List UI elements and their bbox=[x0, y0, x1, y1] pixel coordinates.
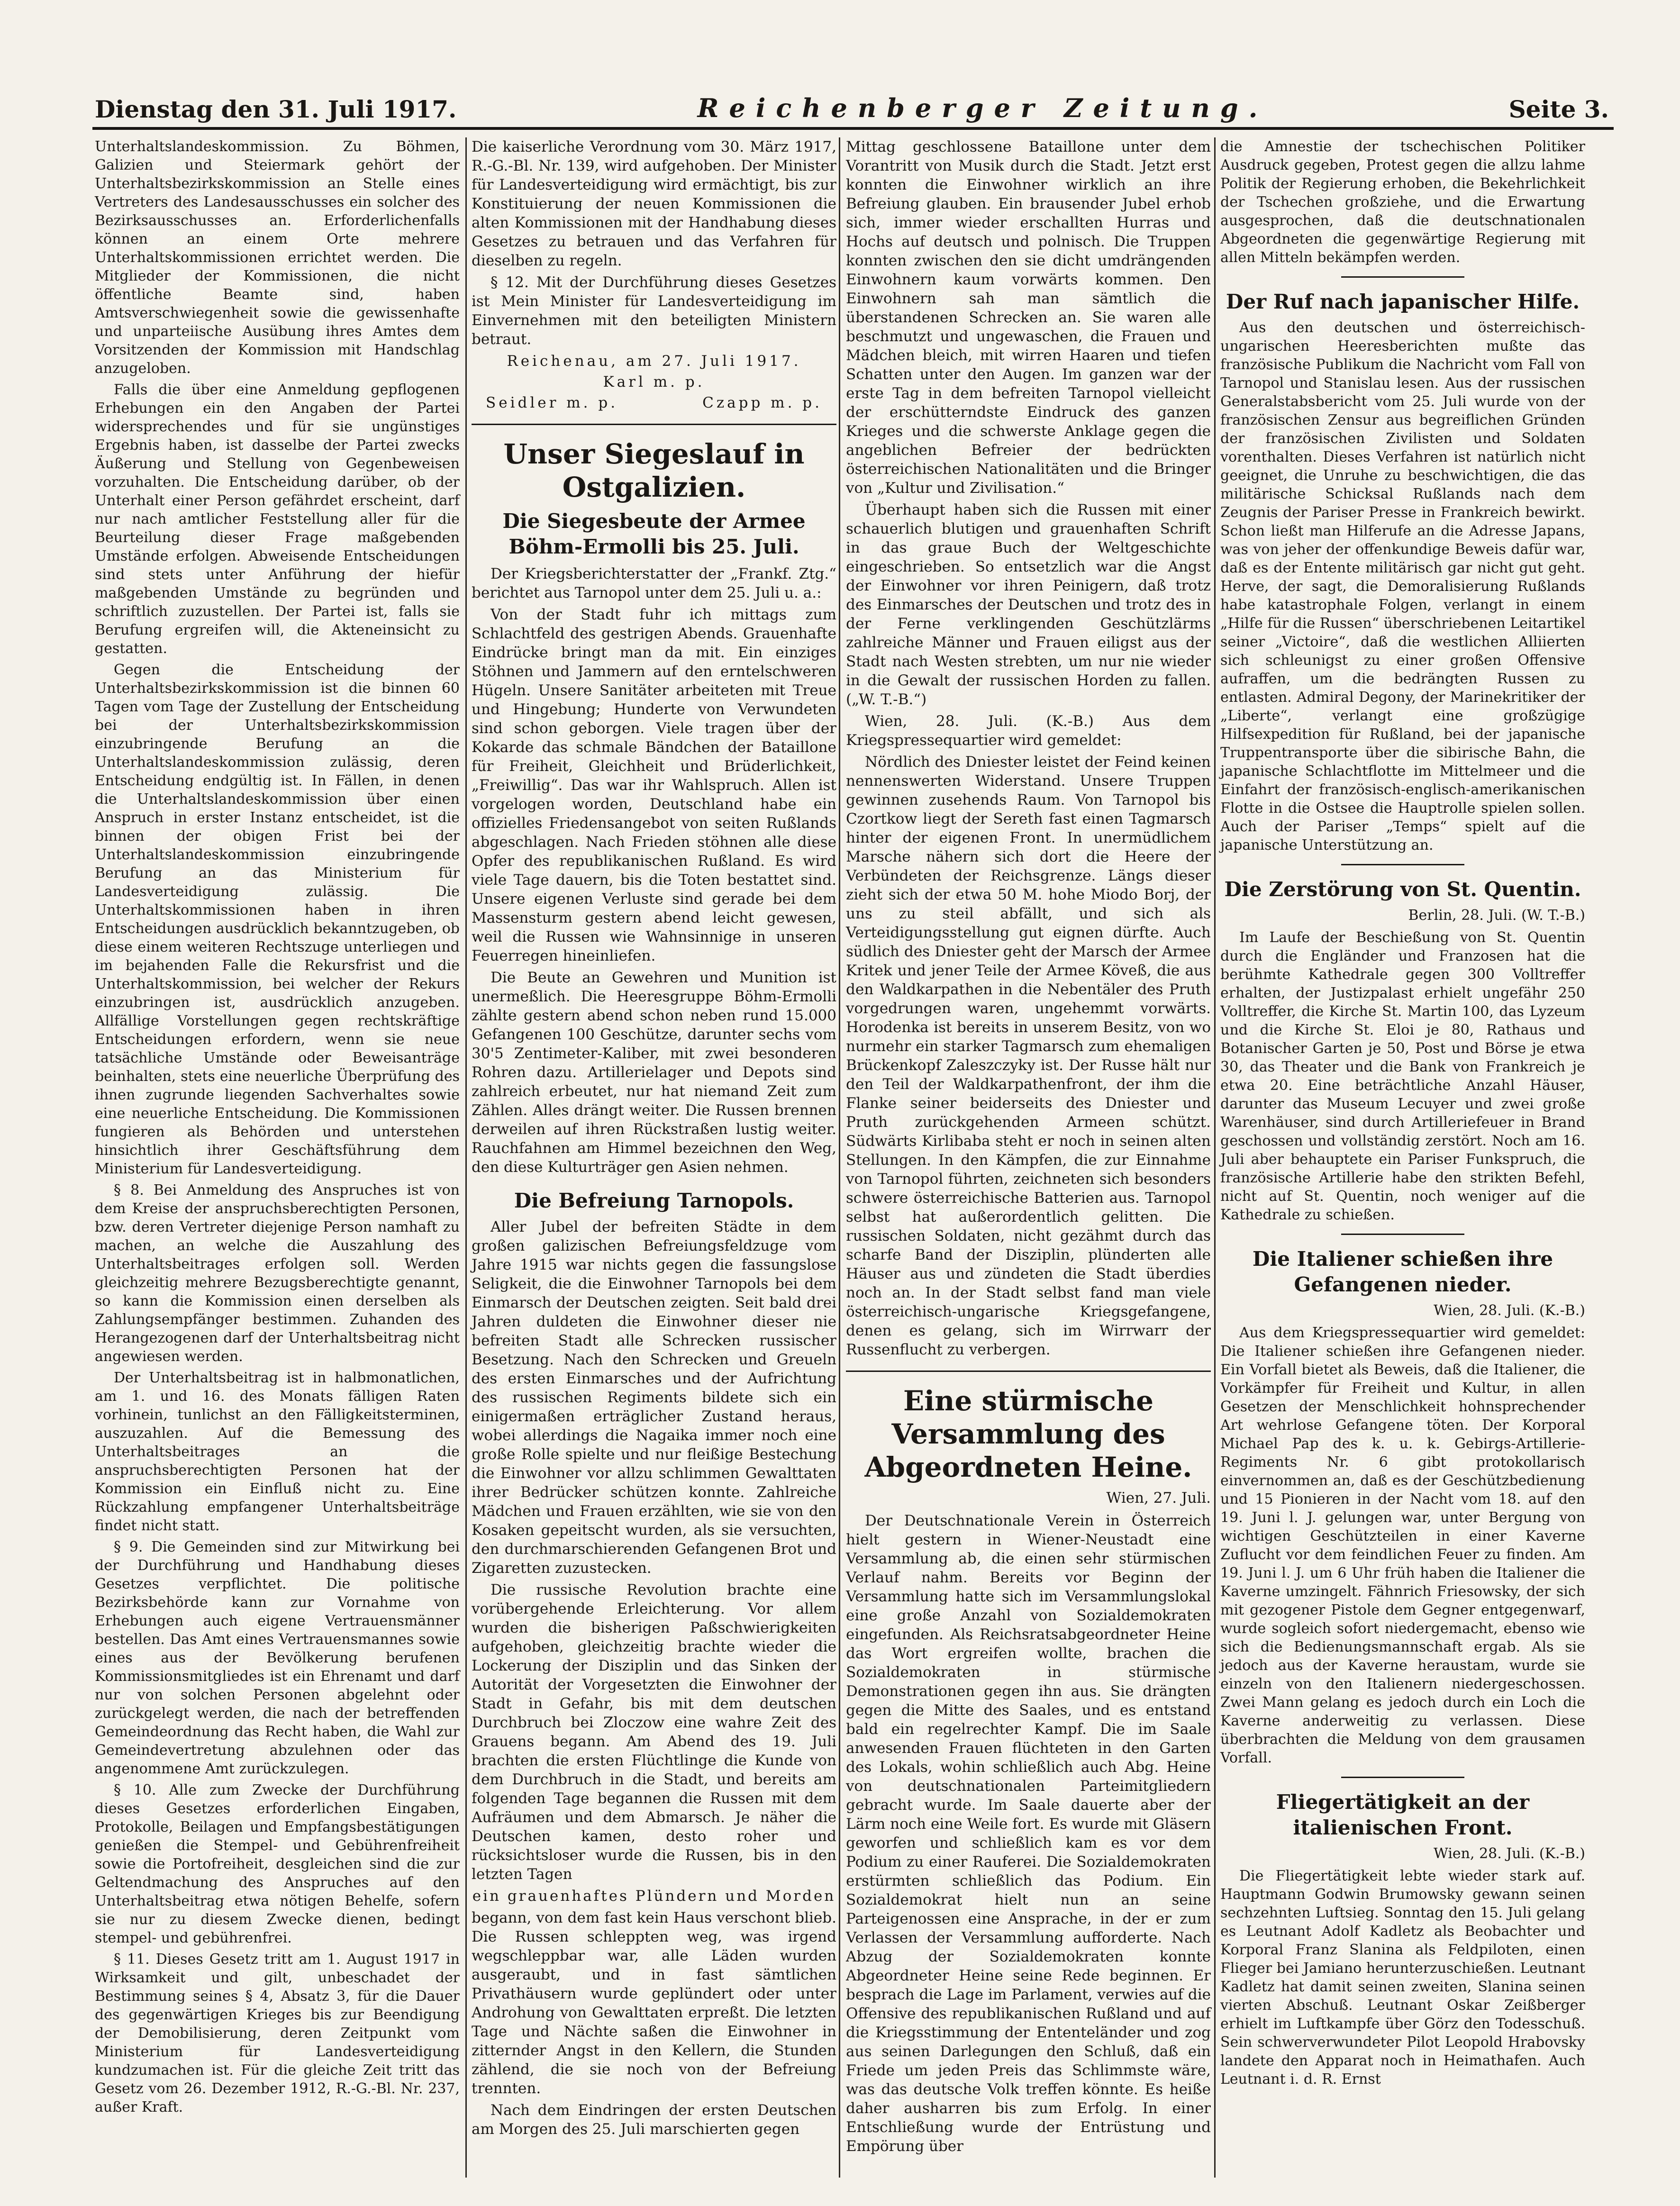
paragraph: Die Beute an Gewehren und Munition ist unermeßlich. Die Heeresgruppe Böhm-Ermolli zählte gestern abend schon neben rund 15.000 Gefangenen 100 Geschütze, darunter sechs vom 30'5 Zentimeter-Kaliber, mit zwei besonderen Rohren dazu. Artillerielager und Depots sind zahlreich erbeutet, nur hat niemand Zeit zum Zählen. Alles drängt weiter. Die Russen brennen derweilen auf ihren Rückstraßen lustig weiter. Rauchfahnen am Himmel bezeichnen den Weg, den diese Kulturträger gen Asien nehmen. bbox=[472, 969, 836, 1176]
paragraph: Die russische Revolution brachte eine vorübergehende Erleichterung. Vor allem wurden die bisherigen Paßschwierigkeiten aufgehoben, gleichzeitig brachte wieder die Lockerung der Disziplin und das Sinken der Autorität der Vorgesetzten die Einwohner der Stadt in Gefahr, bis mit dem deutschen Durchbruch bei Zloczow eine wahre Zeit des Grauens begann. Am Abend des 19. Juli brachten die ersten Flüchtlinge die Kunde von dem Durchbruch in die Stadt, und bereits am folgenden Tage begannen die Russen mit dem Aufräumen und dem Abmarsch. Je näher die Deutschen kamen, desto roher und rücksichtsloser wurde die Russen, bis in den letzten Tagen bbox=[472, 1581, 836, 1883]
paragraph: die Amnestie der tschechischen Politiker Ausdruck gegeben, Protest gegen die allzu lahme Politik der Regierung erhoben, die Bekehrlichkeit der Tschechen großziehe, und die Erwartung ausgesprochen, daß die deutschnationalen Abgeordneten die gegenwärtige Regierung mit allen Mitteln bekämpfen werden. bbox=[1220, 138, 1585, 266]
paragraph: Nach dem Eindringen der ersten Deutschen am Morgen des 25. Juli marschierten gegen bbox=[472, 2102, 836, 2138]
article-headline: Eine stürmische Versammlung des Abgeordneten Heine. bbox=[864, 1385, 1192, 1483]
signature-row bbox=[472, 393, 836, 412]
dateline: Wien, 27. Juli. bbox=[1106, 1489, 1211, 1507]
paragraph: Von der Stadt fuhr ich mittags zum Schlachtfeld des gestrigen Abends. Grauenhafte Eindrücke bringt man da mit. Ein einziges Stöhnen und Jammern auf den erntelschweren Hügeln. Unsere Sanitäter arbeiteten mit Treue und Hingebung; Hunderte von Verwundeten sind schon geborgen. Viele tragen über der Kokarde das schmale Bändchen der Bataillone für Freiheit, Gleichheit und Brüderlichkeit, „Freiwillig“. Das war ihr Wahlspruch. Allen ist vorgelogen worden, Deutschland habe ein offizielles Friedensangebot von seiten Rußlands abgeschlagen. Nach Frieden stöhnen alle diese Opfer des republikanischen Rußland. Es wird viele Tage dauern, bis die Toten bestattet sind. Unsere eigenen Verluste sind gerade bei dem Massensturm gestern abend leicht gewesen, weil die Russen wie Wahnsinnige in unseren Feuerregen hineinliefen. bbox=[472, 606, 836, 964]
article-headline: Unser Siegeslauf in Ostgalizien. bbox=[503, 438, 805, 503]
header-rule bbox=[92, 127, 1614, 130]
column-4 bbox=[1220, 137, 1585, 2091]
signature-minister: Czapp m. p. bbox=[702, 394, 822, 411]
paragraph: Die kaiserliche Verordnung vom 30. März 1917, R.-G.-Bl. Nr. 139, wird aufgehoben. Der Minister für Landesverteidigung wird ermächtigt, bis zur Konstituierung der neuen Kommissionen die alten Kommissionen mit der Handhabung dieses Gesetzes zu betrauen und das Verfahren für dieselben zu regeln. bbox=[472, 138, 836, 269]
paragraph: Gegen die Entscheidung der Unterhaltsbezirkskommission ist die binnen 60 Tagen vom Tage der Zustellung der Entscheidung bei der Unterhaltsbezirkskommission einzubringende Berufung an die Unterhaltslandeskommission zulässig, deren Entscheidung endgültig ist. In Fällen, in denen die Unterhaltslandeskommission über einen Anspruch in erster Instanz entscheidet, ist die binnen der obigen Frist bei der Unterhaltslandeskommission einzubringende Berufung an das Ministerium für Landesverteidigung zulässig. Die Unterhaltskommissionen haben in ihren Entscheidungen ausdrücklich bekanntzugeben, ob diese einem weiteren Rechtszuge unterliegen und im bejahenden Falle die Rekursfrist und die Unterhaltskommission, bei welcher der Rekurs einzubringen ist, ausdrücklich anzugeben. Allfällige Vorstellungen gegen rechtskräftige Entscheidungen erfordern, wenn sie neue tatsächliche Umstände oder Beweisanträge beinhalten, stets eine neuerliche Überprüfung des ihnen zugrunde liegenden Sachverhaltes sowie eine neuerliche Entscheidung. Die Kommissionen fungieren als Behörden und unterstehen hinsichtlich ihrer Geschäftsführung dem Ministerium für Landesverteidigung. bbox=[95, 662, 460, 1177]
column-2 bbox=[472, 137, 836, 2142]
paragraph: Im Laufe der Beschießung von St. Quentin durch die Engländer und Franzosen hat die berühmte Kathedrale gegen 300 Volltreffer erhalten, der Justizpalast erhielt ungefähr 250 Volltreffer, die Kirche St. Martin 100, das Lyzeum und die Kirche St. Eloi je 80, Rathaus und Botanischer Garten je 50, Post und Börse je etwa 30, das Theater und die Bank von Frankreich je etwa 20. Eine beträchtliche Anzahl Häuser, darunter das Museum Lecuyer und zwei große Warenhäuser, sind durch Artilleriefeuer in Brand geschossen und vollständig zerstört. Noch am 16. Juli aber behauptete ein Pariser Funkspruch, die französische Artillerie habe den strikten Befehl, nicht auf St. Quentin, noch weniger auf die Kathedrale zu schießen. bbox=[1220, 929, 1585, 1223]
page-number: Seite 3. bbox=[1508, 95, 1609, 123]
paragraph: begann, von dem fast kein Haus verschont blieb. Die Russen schleppten weg, was irgend wegschleppbar war, alle Läden wurden ausgeraubt, und in fast sämtlichen Privathäusern wurde geplündert oder unter Androhung von Gewalttaten erpreßt. Die letzten Tage und Nächte saßen die Einwohner in zitternder Angst in den Kellern, die Stunden zählend, die sie noch von der Befreiung trennten. bbox=[472, 1909, 836, 2097]
separator bbox=[1341, 864, 1464, 865]
paragraph: Die Fliegertätigkeit lebte wieder stark auf. Hauptmann Godwin Brumowsky gewann seinen sechzehnten Luftsieg. Sonntag den 15. Juli gelang es Leutnant Adolf Kadletz als Beobachter und Korporal Franz Slanina als Feldpiloten, einen Flieger bei Jamiano herunterzuschießen. Leutnant Kadletz hat damit seinen zweiten, Slanina seinen vierten Abschuß. Leutnant Oskar Zeißberger erhielt im Luftkampfe über Görz den Todesschuß. Sein schwerverwundeter Pilot Leopold Hrabovsky landete den Apparat noch in Heimathafen. Auch Leutnant i. d. R. Ernst bbox=[1220, 1868, 1585, 2088]
paragraph: Unterhaltslandeskommission. Zu Böhmen, Galizien und Steiermark gehört der Unterhaltsbezirkskommission an Stelle eines Vertreters des Landesausschusses ein solcher des Bezirksausschusses an. Erforderlichenfalls können an einem Orte mehrere Unterhaltskommissionen errichtet werden. Die Mitglieder der Kommissionen, die nicht öffentliche Beamte sind, haben Amtsverschwiegenheit sowie die gewissenhafte und unparteiische Ausübung ihres Amtes dem Vorsitzenden der Kommission mit Handschlag anzugeloben. bbox=[95, 138, 460, 377]
section-heading: Der Ruf nach japanischer Hilfe. bbox=[1226, 290, 1580, 313]
paragraph: Mittag geschlossene Bataillone unter dem Vorantritt von Musik durch die Stadt. Jetzt erst konnten die Einwohner wirklich an ihre Befreiung glauben. Ein brausender Jubel erhob sich, immer wieder erschallten Hurras und Hochs auf deutsch und polnisch. Die Truppen konnten zwischen den sie dicht umdrängenden Einwohnern kaum vorwärts kommen. Den Einwohnern sah man sämtlich die überstandenen Schrecken an. Sie waren alle beschmutzt und ungewaschen, die Frauen und Mädchen bleich, mit wirren Haaren und tiefen Schatten unter den Augen. Im ganzen war der erste Tag in dem befreiten Tarnopol vielleicht der erschütterndste Eindruck des ganzen Krieges und die schwerste Anklage gegen die angeblichen Befreier der bedrückten österreichischen Nationalitäten und die Bringer von „Kultur und Zivilisation.“ bbox=[846, 138, 1211, 497]
column-divider bbox=[839, 137, 840, 2178]
section-rule bbox=[846, 1371, 1211, 1372]
paragraph: Nördlich des Dniester leistet der Feind keinen nennenswerten Widerstand. Unsere Truppen gewinnen zusehends Raum. Von Tarnopol bis Czortkow liegt der Sereth fast einen Tagmarsch hinter der eigenen Front. In unermüdlichem Marsche nähern sich dort die Heere der Verbündeten der Reichsgrenze. Längs dieser zieht sich der etwa 50 M. hohe Miodo Borj, der uns zu steil abfällt, und sich als Verteidigungsstellung gut eignen dürfte. Auch südlich des Dniester geht der Marsch der Armee Kritek und jener Teile der Armee Köveß, die aus den Waldkarpathen in die Nebentäler des Pruth vorgedrungen waren, ungehemmt vorwärts. Horodenka ist bereits in unserem Besitz, von wo nurmehr ein starker Tagmarsch zum ehemaligen Brückenkopf Zaleszczyky ist. Der Russe hält nur den Teil der Waldkarpathenfront, der ihm die Flanke seiner beiderseits des Dniester und Pruth zurückgehenden Armeen schützt. Südwärts Kirlibaba steht er noch in seinen alten Stellungen. In den Kämpfen, die zur Einnahme von Tarnopol führten, zeichneten sich besonders schwere österreichische Batterien aus. Tarnopol selbst hat außerordentlich gelitten. Die russischen Soldaten, nicht gezähmt durch das scharfe Band der Disziplin, plünderten alle Häuser aus und zündeten die Stadt überdies noch an. In der Stadt selbst fand man viele österreichisch-ungarische Kriegsgefangene, denen es gelang, sich im Wirrwarr der Russenflucht zu verbergen. bbox=[846, 753, 1211, 1358]
issue-date: Dienstag den 31. Juli 1917. bbox=[95, 95, 457, 123]
column-3 bbox=[846, 137, 1211, 2159]
separator bbox=[1341, 276, 1464, 278]
separator bbox=[1341, 1234, 1464, 1235]
paragraph: § 12. Mit der Durchführung dieses Gesetzes ist Mein Minister für Landesverteidigung im Einvernehmen mit den beteiligten Ministern betraut. bbox=[472, 274, 836, 348]
paragraph: § 10. Alle zum Zwecke der Durchführung dieses Gesetzes erforderlichen Eingaben, Protokolle, Beilagen und Empfangsbestätigungen genießen die Stempel- und Gebührenfreiheit sowie die Portofreiheit, desgleichen sind die zur Geltendmachung des Anspruches auf den Unterhaltsbeitrag etwa nötigen Behelfe, sofern sie nur zu diesem Zwecke dienen, bedingt stempel- und gebührenfrei. bbox=[95, 1782, 460, 1946]
dateline: Berlin, 28. Juli. (W. T.-B.) bbox=[1408, 907, 1585, 924]
decree-place-date: Reichenau, am 27. Juli 1917. bbox=[507, 353, 801, 370]
section-heading: Die Befreiung Tarnopols. bbox=[514, 1189, 794, 1212]
page-header bbox=[95, 76, 1609, 123]
column-1 bbox=[95, 137, 460, 2119]
paragraph: § 8. Bei Anmeldung des Anspruches ist von dem Kreise der anspruchsberechtigten Personen, bzw. deren Vertreter diejenige Person namhaft zu machen, an welche die Auszahlung des Unterhaltsbeitrages erfolgen soll. Werden gleichzeitig mehrere Bezugsberechtigte genannt, so kann die Kommission einen derselben als Zahlungsempfänger bestimmen. Zuhanden des Herangezogenen darf der Unterhaltsbeitrag nicht angewiesen werden. bbox=[95, 1182, 460, 1365]
paragraph: Aller Jubel der befreiten Städte in dem großen galizischen Befreiungsfeldzuge vom Jahre 1915 war nichts gegen die fassungslose Seligkeit, die die Einwohner Tarnopols bei dem Einmarsch der Deutschen zeigten. Seit bald drei Jahren duldeten die Einwohner dieser nie befreiten Stadt alle Schrecken russischer Besetzung. Nach den Schrecken und Greueln des ersten Einmarsches und der Aufrichtung des russischen Regiments bildete sich ein einigermaßen erträglicher Zustand heraus, wobei allerdings die Nagaika immer noch eine große Rolle spielte und nur fleißige Bestechung die Einwohner vor allzu schlimmen Gewalttaten ihrer Bedrücker schützen konnte. Zahlreiche Mädchen und Frauen erzählten, wie sie von den Kosaken gepeitscht wurden, als sie versuchten, den durchmarschierenden Gefangenen Brot und Zigaretten zuzustecken. bbox=[472, 1218, 836, 1577]
paragraph: Aus dem Kriegspressequartier wird gemeldet: Die Italiener schießen ihre Gefangenen nieder. Ein Vorfall bietet als Beweis, daß die Italiener, die Vorkämpfer für Freiheit und Kultur, in allen Gesetzen der Menschlichkeit hohnsprechender Art wehrlose Gefangene töten. Der Korporal Michael Pap des k. u. k. Gebirgs-Artillerie-Regiments Nr. 6 gibt protokollarisch einvernommen an, daß es der Geschützbedienung und 15 Pionieren in der Nacht vom 18. auf den 19. Juni l. J. gelungen war, unter Bergung von wichtigen Geschützteilen in einer Kaverne Zuflucht vor dem feindlichen Feuer zu finden. Am 19. Juni l. J. um 6 Uhr früh haben die Italiener die Kaverne umzingelt. Fähnrich Friesowsky, der sich mit gezogener Pistole dem Gegner entgegenwarf, wurde sogleich sofort niedergemacht, ebenso wie sich die Bedienungsmannschaft ergab. Als sie jedoch aus der Kaverne heraustam, wurde sie einzeln von den Italienern niedergeschossen. Zwei Mann gelang es jedoch durch ein Loch die Kaverne anderweitig zu verlassen. Diese überbrachten die Meldung von dem grausamen Vorfall. bbox=[1220, 1325, 1585, 1766]
paragraph: Aus den deutschen und österreichisch-ungarischen Heeresberichten mußte das französische Publikum die Nachricht vom Fall von Tarnopol und Stanislau lesen. Aus der russischen Generalstabsbericht vom 25. Juli wurde von der französischen Zensur aus begreiflichen Gründen der französischen Zivilisten und Soldaten vorenthalten. Dieses Verfahren ist natürlich nicht geeignet, die Unruhe zu beschwichtigen, die das militärische Schicksal Rußlands nach dem Zeugnis der Pariser Presse in Frankreich bewirkt. Schon ließt man Hilferufe an die Adresse Japans, was von jeher der offenkundige Beweis dafür war, daß es der Entente militärisch gar nicht gut geht. Herve, der sagt, die Demoralisierung Rußlands habe katastrophale Folgen, verlangt in einem „Hilfe für die Russen“ überschriebenen Leitartikel seiner „Victoire“, daß die westlichen Alliierten sich schleunigst zu einer großen Offensive aufraffen, um die bedrängten Russen zu entlasten. Admiral Degony, der Marinekritiker der „Liberte“, verlangt eine großzügige Hilfsexpedition für Rußland, bei der japanische Truppentransporte über die sibirische Bahn, die japanische Schlachtflotte im Mittelmeer und die Einfahrt der französisch-englisch-amerikanischen Flotte in die Ostsee die Hauptrolle spielen sollen. Auch der Pariser „Temps“ spielt auf die japanische Unterstützung an. bbox=[1220, 319, 1585, 853]
section-heading: Die Zerstörung von St. Quentin. bbox=[1224, 878, 1581, 901]
newspaper-title: Reichenberger Zeitung. bbox=[697, 93, 1268, 123]
dateline: Wien, 28. Juli. (K.-B.) bbox=[1434, 1845, 1585, 1862]
paragraph: Überhaupt haben sich die Russen mit einer schauerlich blutigen und grauenhaften Schrift in das graue Buch der Weltgeschichte eingeschrieben. So entsetzlich war die Angst der Einwohner vor ihren Peinigern, daß trotz des Einmarsches der Deutschen und trotz des in der Ferne verklingenden Geschützlärms zahlreiche Männer und Frauen eiligst aus der Stadt nach Westen strebten, um nur nie wieder in die Gewalt der russischen Horden zu fallen. („W. T.-B.“) bbox=[846, 501, 1211, 708]
paragraph: § 9. Die Gemeinden sind zur Mitwirkung bei der Durchführung und Handhabung dieses Gesetzes verpflichtet. Die politische Bezirksbehörde kann zur Vornahme von Erhebungen auch eigene Vertrauensmänner bestellen. Das Amt eines Vertrauensmannes sowie eines aus der Bevölkerung berufenen Kommissionsmitgliedes ist ein Ehrenamt und darf nur von solchen Personen abgelehnt oder zurückgelegt werden, die nach der betreffenden Gemeindeordnung das Recht haben, die Wahl zur Gemeindevertretung abzulehnen oder das angenommene Amt zurückzulegen. bbox=[95, 1539, 460, 1777]
signature-minister: Seidler m. p. bbox=[486, 394, 618, 411]
signature-emperor: Karl m. p. bbox=[603, 373, 705, 390]
dateline: Wien, 28. Juli. (K.-B.) bbox=[1434, 1302, 1585, 1319]
section-heading: Die Italiener schießen ihre Gefangenen nieder. bbox=[1252, 1247, 1553, 1296]
paragraph: Der Deutschnationale Verein in Österreich hielt gestern in Wiener-Neustadt eine Versammlung ab, die einen sehr stürmischen Verlauf nahm. Bereits vor Beginn der Versammlung hatte sich im Versammlungslokal eine große Anzahl von Sozialdemokraten eingefunden. Als Reichsratsabgeordneter Heine das Wort ergreifen wollte, brachen die Sozialdemokraten in stürmische Demonstrationen gegen ihn aus. Sie drängten gegen die Mitte des Saales, und es entstand bald ein regelrechter Kampf. Die im Saale anwesenden Frauen flüchteten in den Garten des Lokals, wohin schließlich auch Abg. Heine von deutschnationalen Parteimitgliedern gebracht wurde. Im Saale dauerte aber der Lärm noch eine Weile fort. Es wurde mit Gläsern geworfen und schließlich kam es vor dem Podium zu einer Rauferei. Die Sozialdemokraten erstürmten schließlich das Podium. Ein Sozialdemokrat hielt nun an seine Parteigenossen eine Ansprache, in der er zum Verlassen der Versammlung aufforderte. Nach Abzug der Sozialdemokraten konnte Abgeordneter Heine seine Rede beginnen. Er besprach die Lage im Parlament, verwies auf die Offensive des republikanischen Rußland und auf die Kriegsstimmung der Ententeländer und zog aus seinen Darlegungen den Schluß, daß ein Friede um jeden Preis das Schlimmste wäre, was das deutsche Volk treffen könnte. Es heiße daher ausharren bis zum Erfolg. In einer Entschließung wurde der Entrüstung und Empörung über bbox=[846, 1512, 1211, 2155]
paragraph: Der Kriegsberichterstatter der „Frankf. Ztg.“ berichtet aus Tarnopol unter dem 25. Juli u. a.: bbox=[472, 565, 836, 601]
paragraph: § 11. Dieses Gesetz tritt am 1. August 1917 in Wirksamkeit und gilt, unbeschadet der Bestimmung seines § 4, Absatz 3, für die Dauer des gegenwärtigen Krieges bis zur Beendigung der Demobilisierung, deren Zeitpunkt vom Ministerium für Landesverteidigung kundzumachen ist. Für die gleiche Zeit tritt das Gesetz vom 26. Dezember 1912, R.-G.-Bl. Nr. 237, außer Kraft. bbox=[95, 1951, 460, 2115]
paragraph: Wien, 28. Juli. (K.-B.) Aus dem Kriegspressequartier wird gemeldet: bbox=[846, 713, 1211, 749]
column-divider bbox=[465, 137, 467, 2178]
separator bbox=[1341, 1777, 1464, 1778]
emphasis-line: ein grauenhaftes Plündern und Morden bbox=[472, 1888, 836, 1905]
section-rule bbox=[472, 424, 836, 425]
article-subheadline: Die Siegesbeute der Armee Böhm-Ermolli bis 25. Juli. bbox=[502, 509, 806, 558]
section-heading: Fliegertätigkeit an der italienischen Front. bbox=[1276, 1790, 1530, 1839]
paragraph: Falls die über eine Anmeldung gepflogenen Erhebungen ein den Angaben der Partei widersprechendes und für sie ungünstiges Ergebnis haben, ist dasselbe der Partei zwecks Äußerung und Stellung von Gegenbeweisen vorzuhalten. Die Entscheidung darüber, ob der Unterhalt einer Person gefährdet erscheint, darf nur nach amtlicher Feststellung aller für die Beurteilung dieser Frage maßgebenden Umstände erfolgen. Abweisende Entscheidungen sind stets unter Anführung der hiefür maßgebenden Umstände zu begründen und schriftlich zuzustellen. Der Partei ist, falls sie Berufung ergreifen will, die Akteneinsicht zu gestatten. bbox=[95, 381, 460, 657]
column-divider bbox=[1214, 137, 1216, 2178]
paragraph: Der Unterhaltsbeitrag ist in halbmonatlichen, am 1. und 16. des Monats fälligen Raten vorhinein, tunlichst an den Fälligkeitsterminen, auszuzahlen. Auf die Bemessung des Unterhaltsbeitrages an die anspruchsberechtigten Personen hat der Kommission ein Einfluß nicht zu. Eine Rückzahlung empfangener Unterhaltsbeiträge findet nicht statt. bbox=[95, 1370, 460, 1534]
